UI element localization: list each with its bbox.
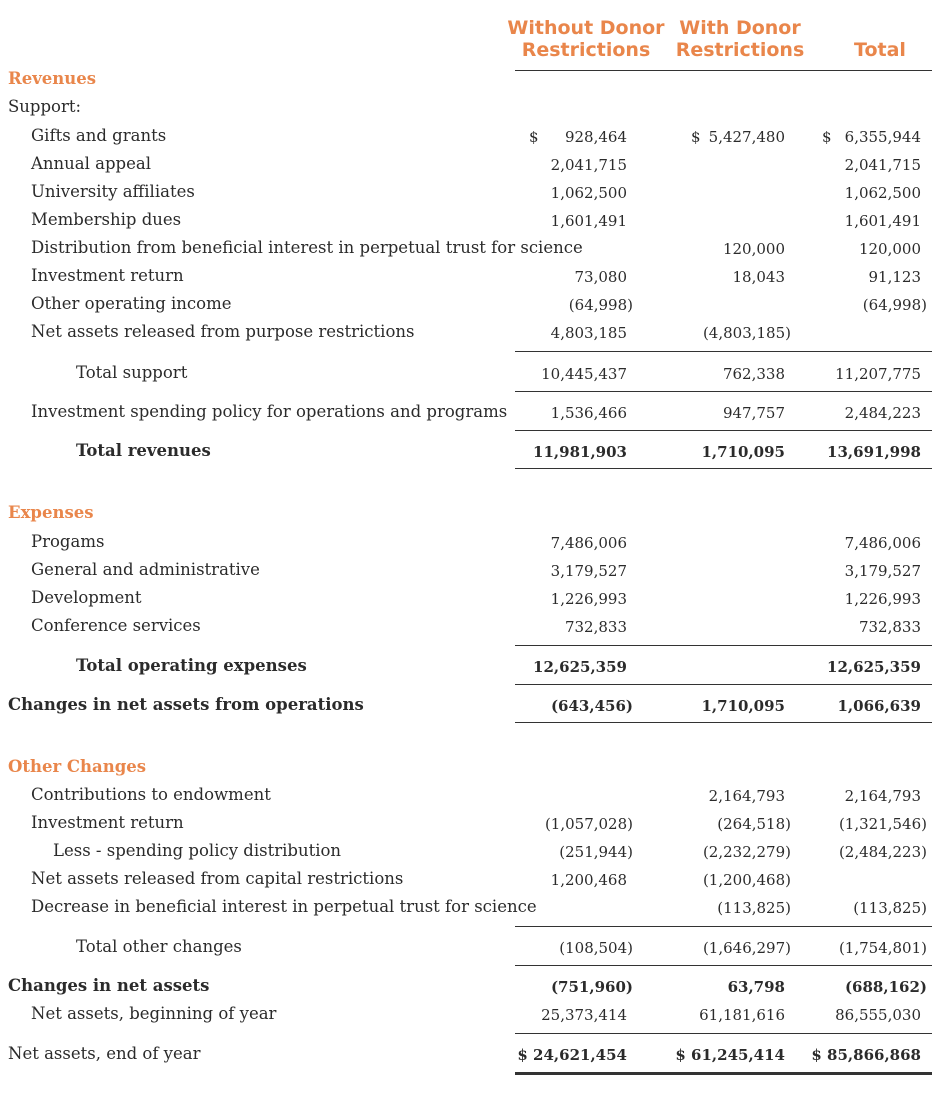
cell-without: 3,179,527 bbox=[550, 562, 627, 580]
row-label: Total revenues bbox=[76, 441, 211, 460]
double-rule bbox=[515, 1072, 932, 1075]
table-row bbox=[0, 813, 950, 839]
section-heading: Expenses bbox=[8, 503, 94, 522]
cell-without: (251,944) bbox=[559, 843, 633, 861]
revenues-heading-row bbox=[0, 69, 950, 95]
grand-total-row bbox=[0, 1044, 950, 1070]
cell-without: $ 24,621,454 bbox=[517, 1046, 627, 1064]
cell-total: (688,162) bbox=[844, 978, 927, 996]
table-row bbox=[0, 588, 950, 614]
cell-total: 1,066,639 bbox=[837, 697, 921, 715]
cell-with: (113,825) bbox=[717, 899, 791, 917]
table-row bbox=[0, 294, 950, 320]
row-label: Decrease in beneficial interest in perpetual trust for science bbox=[31, 897, 537, 916]
cell-without: 1,226,993 bbox=[550, 590, 627, 608]
cell-with: (1,200,468) bbox=[702, 871, 791, 889]
cell-without: 10,445,437 bbox=[541, 365, 627, 383]
cell-with: 18,043 bbox=[732, 268, 785, 286]
cell-total: 2,041,715 bbox=[844, 156, 921, 174]
cell-total: 86,555,030 bbox=[835, 1006, 921, 1024]
cell-without: (751,960) bbox=[550, 978, 633, 996]
cell-total: 91,123 bbox=[868, 268, 921, 286]
cell-with: (2,232,279) bbox=[702, 843, 791, 861]
table-row bbox=[0, 238, 950, 264]
subtotal-row bbox=[0, 363, 950, 389]
cell-total: $ 85,866,868 bbox=[811, 1046, 921, 1064]
cell-total: 6,355,944 bbox=[844, 128, 921, 146]
cell-with: (4,803,185) bbox=[702, 324, 791, 342]
other-changes-heading-row bbox=[0, 757, 950, 783]
cell-with: 1,710,095 bbox=[701, 697, 785, 715]
row-label: Investment return bbox=[31, 266, 184, 285]
cell-total: 12,625,359 bbox=[827, 658, 921, 676]
expenses-heading-row bbox=[0, 503, 950, 529]
section-heading: Other Changes bbox=[8, 757, 147, 776]
row-label: Net assets released from capital restrictions bbox=[31, 869, 404, 888]
row-label: Investment return bbox=[31, 813, 184, 832]
cell-without: (1,057,028) bbox=[544, 815, 633, 833]
row-label: Total support bbox=[76, 363, 188, 382]
cell-without: 2,041,715 bbox=[550, 156, 627, 174]
cell-total: 120,000 bbox=[858, 240, 921, 258]
cell-with: 5,427,480 bbox=[708, 128, 785, 146]
cell-without: 4,803,185 bbox=[550, 324, 627, 342]
subtotal-row bbox=[0, 937, 950, 963]
table-row bbox=[0, 616, 950, 642]
row-label: Net assets released from purpose restrictions bbox=[31, 322, 415, 341]
cell-without: 25,373,414 bbox=[541, 1006, 627, 1024]
cell-total: 1,226,993 bbox=[844, 590, 921, 608]
cell-total: 1,601,491 bbox=[844, 212, 921, 230]
table-row bbox=[0, 322, 950, 348]
cell-total: (2,484,223) bbox=[838, 843, 927, 861]
table-row bbox=[0, 266, 950, 292]
currency-symbol: $ bbox=[691, 128, 701, 146]
rule bbox=[515, 351, 932, 352]
table-row bbox=[0, 154, 950, 180]
column-header-total bbox=[840, 39, 920, 61]
cell-with: $ 61,245,414 bbox=[675, 1046, 785, 1064]
total-row bbox=[0, 441, 950, 467]
row-label: Development bbox=[31, 588, 142, 607]
cell-without: (108,504) bbox=[559, 939, 633, 957]
row-label: Other operating income bbox=[31, 294, 232, 313]
row-label: Total operating expenses bbox=[76, 656, 307, 675]
subtotal-row bbox=[0, 656, 950, 682]
header-line: Restrictions bbox=[675, 39, 805, 61]
table-row bbox=[0, 402, 950, 428]
row-label: Progams bbox=[31, 532, 105, 551]
rule bbox=[515, 684, 932, 685]
row-label: Contributions to endowment bbox=[31, 785, 271, 804]
cell-without: 73,080 bbox=[574, 268, 627, 286]
cell-total: 13,691,998 bbox=[827, 443, 921, 461]
table-row bbox=[0, 532, 950, 558]
cell-without: 7,486,006 bbox=[550, 534, 627, 552]
header-line: Without Donor bbox=[507, 17, 665, 39]
table-row bbox=[0, 785, 950, 811]
rule bbox=[515, 926, 932, 927]
cell-total: 2,484,223 bbox=[844, 404, 921, 422]
table-row bbox=[0, 841, 950, 867]
cell-total: 7,486,006 bbox=[844, 534, 921, 552]
row-label: Conference services bbox=[31, 616, 201, 635]
row-label: Distribution from beneficial interest in perpetual trust for science bbox=[31, 238, 583, 257]
cell-with: 762,338 bbox=[722, 365, 785, 383]
header-line: Restrictions bbox=[521, 39, 651, 61]
row-label: Changes in net assets bbox=[8, 976, 210, 995]
cell-without: 11,981,903 bbox=[533, 443, 627, 461]
rule bbox=[515, 965, 932, 966]
cell-with: (264,518) bbox=[717, 815, 791, 833]
table-row bbox=[0, 126, 950, 152]
cell-with: 120,000 bbox=[722, 240, 785, 258]
total-row bbox=[0, 695, 950, 721]
table-row bbox=[0, 897, 950, 923]
table-row bbox=[0, 1004, 950, 1030]
cell-without: 1,536,466 bbox=[550, 404, 627, 422]
row-label: Total other changes bbox=[76, 937, 242, 956]
column-header-with-donor bbox=[670, 17, 810, 61]
cell-without: (64,998) bbox=[568, 296, 633, 314]
cell-with: 947,757 bbox=[722, 404, 785, 422]
cell-without: 928,464 bbox=[564, 128, 627, 146]
rule bbox=[515, 1033, 932, 1034]
cell-without: 732,833 bbox=[564, 618, 627, 636]
row-label: Annual appeal bbox=[31, 154, 151, 173]
section-heading: Revenues bbox=[8, 69, 97, 88]
row-label: Investment spending policy for operations and programs bbox=[31, 402, 508, 421]
row-label: Membership dues bbox=[31, 210, 182, 229]
cell-without: 1,601,491 bbox=[550, 212, 627, 230]
cell-total: 732,833 bbox=[858, 618, 921, 636]
rule bbox=[515, 430, 932, 431]
row-label: University affiliates bbox=[31, 182, 195, 201]
cell-total: (1,754,801) bbox=[838, 939, 927, 957]
row-label: Net assets, beginning of year bbox=[31, 1004, 277, 1023]
header-line: With Donor bbox=[679, 17, 801, 39]
total-row bbox=[0, 976, 950, 1002]
row-label: Changes in net assets from operations bbox=[8, 695, 364, 714]
table-row bbox=[0, 560, 950, 586]
support-label-row bbox=[0, 97, 950, 123]
cell-total: 11,207,775 bbox=[835, 365, 921, 383]
header-line: Total bbox=[854, 39, 906, 61]
rule bbox=[515, 722, 932, 723]
cell-without: 12,625,359 bbox=[533, 658, 627, 676]
cell-without: (643,456) bbox=[550, 697, 633, 715]
cell-without: 1,062,500 bbox=[550, 184, 627, 202]
rule bbox=[515, 645, 932, 646]
cell-total: (64,998) bbox=[862, 296, 927, 314]
currency-symbol: $ bbox=[822, 128, 832, 146]
cell-total: 3,179,527 bbox=[844, 562, 921, 580]
row-label: Gifts and grants bbox=[31, 126, 167, 145]
currency-symbol: $ bbox=[529, 128, 539, 146]
cell-with: 63,798 bbox=[727, 978, 785, 996]
table-row bbox=[0, 210, 950, 236]
cell-with: 2,164,793 bbox=[708, 787, 785, 805]
cell-with: (1,646,297) bbox=[702, 939, 791, 957]
cell-without: 1,200,468 bbox=[550, 871, 627, 889]
column-header-without-donor bbox=[506, 17, 666, 61]
rule bbox=[515, 391, 932, 392]
cell-total: (113,825) bbox=[853, 899, 927, 917]
support-label: Support: bbox=[8, 97, 82, 116]
row-label: Less - spending policy distribution bbox=[53, 841, 342, 860]
table-row bbox=[0, 182, 950, 208]
table-row bbox=[0, 869, 950, 895]
cell-total: (1,321,546) bbox=[838, 815, 927, 833]
row-label: Net assets, end of year bbox=[8, 1044, 201, 1063]
cell-with: 1,710,095 bbox=[701, 443, 785, 461]
row-label: General and administrative bbox=[31, 560, 260, 579]
cell-total: 1,062,500 bbox=[844, 184, 921, 202]
rule bbox=[515, 468, 932, 469]
cell-with: 61,181,616 bbox=[699, 1006, 785, 1024]
cell-total: 2,164,793 bbox=[844, 787, 921, 805]
